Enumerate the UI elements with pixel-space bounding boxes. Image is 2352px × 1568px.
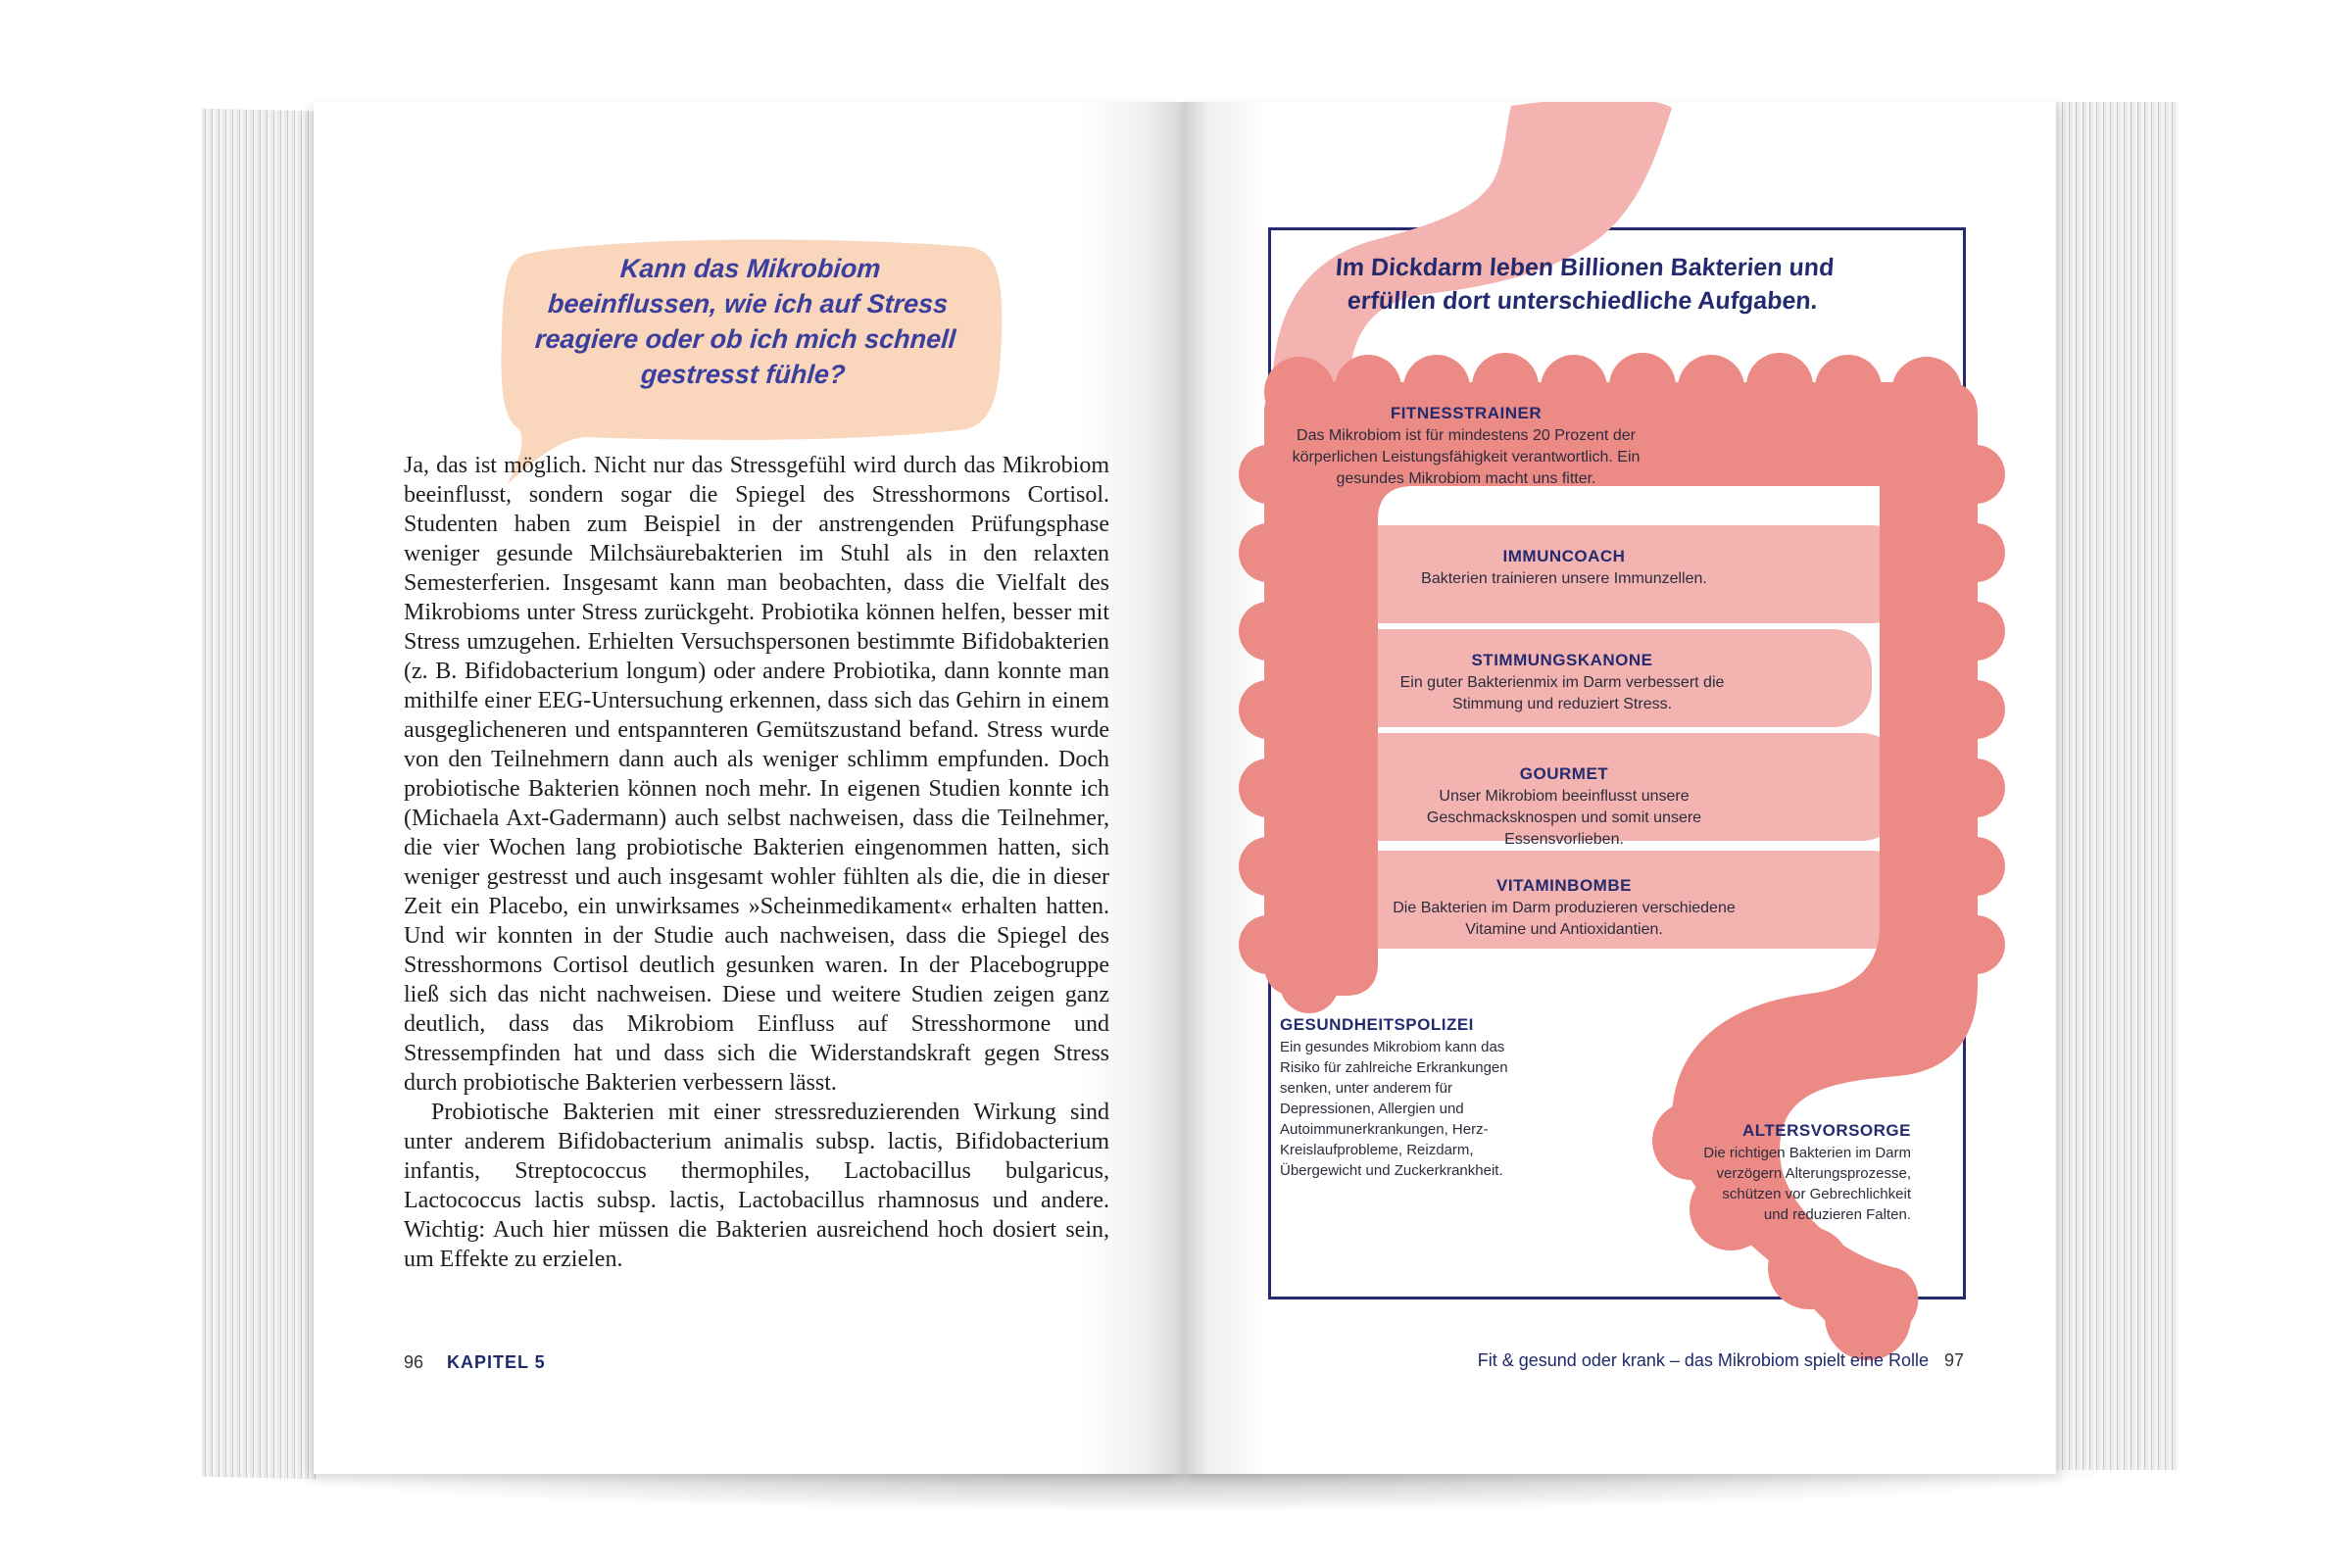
box-text: Bakterien trainieren unsere Immunzellen.: [1421, 570, 1707, 587]
box-text: Die richtigen Bakterien im Darm verzögern Alterungsprozesse, schützen vor Gebrechlichkeit und reduzieren Falten.: [1703, 1145, 1911, 1223]
box-heading: STIMMUNGSKANONE: [1471, 651, 1653, 669]
right-page-stack: [2052, 102, 2178, 1470]
info-box-alter: [1701, 1121, 1911, 1225]
box-text: Ein guter Bakterienmix im Darm verbessert die Stimmung und reduziert Stress.: [1399, 674, 1725, 712]
right-page: [1182, 102, 2056, 1474]
box-text: Ein gesundes Mikrobiom kann das Risiko für zahlreiche Erkrankungen senken, unter anderem für Depressionen, Allergien und Autoimmunerkrankungen, Herz-Kreislaufprobleme, Reizdarm, Übergewicht und Zuckerkrankheit.: [1280, 1039, 1508, 1179]
info-box-immun: [1397, 547, 1731, 590]
left-page: [314, 102, 1182, 1474]
left-page-stack: [202, 109, 318, 1479]
box-text: Unser Mikrobiom beeinflusst unsere Geschmacksknospen und somit unsere Essensvorlieben.: [1426, 788, 1702, 848]
paragraph: Probiotische Bakterien mit einer stressreduzierenden Wirkung sind unter anderem Bifidobacterium animalis subsp. lactis, Bifidobacterium infantis, Streptococcus thermophiles, Lactobacillus bulgaricus, Lactococcus lactis subsp. lactis, Lactobacillus rhamnosus und andere. Wichtig: Auch hier müssen die Bakterien ausreichend hoch dosiert sein, um Effekte zu erzielen.: [404, 1100, 1109, 1272]
question-heading: Kann das Mikrobiom beeinflussen, wie ich auf Stress reagiere oder ob ich mich schnell gestresst fühle?: [534, 254, 957, 389]
box-heading: GESUNDHEITSPOLIZEI: [1280, 1015, 1474, 1034]
chapter-label: KAPITEL 5: [447, 1352, 546, 1372]
box-heading: ALTERSVORSORGE: [1742, 1121, 1911, 1140]
page-number: 97: [1943, 1350, 1964, 1370]
infographic-title: Im Dickdarm leben Billionen Bakterien und erfüllen dort unterschiedliche Aufgaben.: [1334, 254, 1836, 315]
info-box-polizei: [1280, 1015, 1535, 1181]
page-number: 96: [404, 1352, 424, 1372]
box-text: Das Mikrobiom ist für mindestens 20 Prozent der körperlichen Leistungsfähigkeit verantwortlich. Ein gesundes Mikrobiom macht uns fitter.: [1292, 427, 1641, 487]
box-heading: VITAMINBOMBE: [1496, 876, 1632, 895]
info-box-gourmet: [1368, 764, 1760, 851]
body-text: [404, 451, 1109, 1274]
box-text: Die Bakterien im Darm produzieren verschiedene Vitamine und Antioxidantien.: [1393, 900, 1736, 938]
box-heading: GOURMET: [1519, 764, 1609, 783]
paragraph: Ja, das ist möglich. Nicht nur das Stressgefühl wird durch das Mikrobiom beeinflusst, sondern sogar die Spiegel des Stresshormons Cortisol. Studenten haben zum Beispiel in der anstrengenden Prüfungsphase weniger gesunde Milchsäurebakterien im Stuhl als in den relaxten Semesterferien. Insgesamt kann man beobachten, dass die Vielfalt des Mikrobioms unter Stress zurückgeht. Probiotika können helfen, besser mit Stress umzugehen. Erhielten Versuchspersonen bestimmte Bifidobakterien (z. B. Bifidobacterium longum) oder andere Probiotika, dann konnte man mithilfe einer EEG-Untersuchung erkennen, dass sich das Gehirn in einem ausgeglicheneren und entspannteren Gemütszustand befand. Stress wurde von den Teilnehmern dann auch als weniger schlimm empfunden. Doch probiotische Bakterien können noch mehr. In eigenen Studien konnte ich (Michaela Axt-Gadermann) auch selbst nachweisen, dass die Teilnehmer, die vier Wochen lang probiotische Bakterien eingenommen hatten, sich weniger gestresst und auch insgesamt wohler fühlten als die, die in dieser Zeit ein Placebo, ein unwirksames »Scheinmedikament« erhalten hatten. Und wir konnten in der Studie auch nachweisen, dass die Spiegel des Stresshormons Cortisol deutlich gesunken waren. In der Placebogruppe ließ sich das nicht nachweisen. Diese und weitere Studien zeigen ganz deutlich, dass das Mikrobiom Einfluss auf Stresshormone und Stressempfinden hat und dass sich die Widerstandskraft gegen Stress durch probiotische Bakterien verbessern lässt.: [404, 453, 1109, 1096]
info-box-vitamin: [1368, 876, 1760, 941]
box-heading: FITNESSTRAINER: [1390, 404, 1543, 422]
info-box-stimmung: [1386, 651, 1739, 715]
info-box-fitness: [1270, 404, 1662, 490]
running-title: Fit & gesund oder krank – das Mikrobiom spielt eine Rolle: [1477, 1350, 1929, 1370]
box-heading: IMMUNCOACH: [1502, 547, 1626, 565]
